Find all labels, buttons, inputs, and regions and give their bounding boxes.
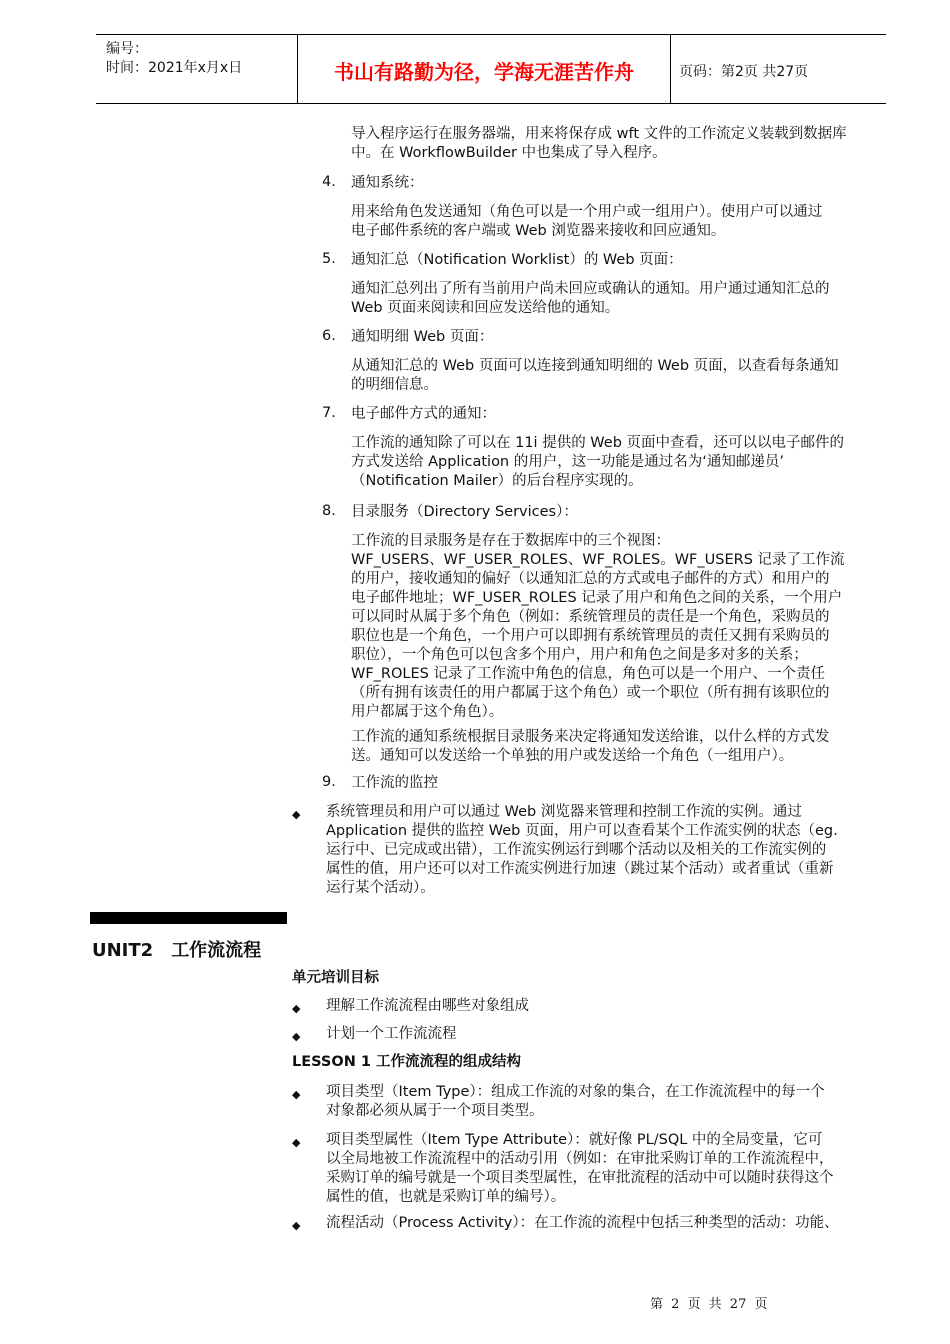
body-line: 可以同时从属于多个角色（例如：系统管理员的责任是一个角色，采购员的 (351, 609, 830, 625)
bullet-icon: ◆ (292, 1219, 301, 1232)
item-number: 8. (322, 503, 336, 519)
body-line: 以全局地被工作流流程中的活动引用（例如：在审批采购订单的工作流流程中， (326, 1151, 834, 1167)
body-line: 系统管理员和用户可以通过 Web 浏览器来管理和控制工作流的实例。通过 (326, 804, 802, 820)
body-line: 的用户，接收通知的偏好（以通知汇总的方式或电子邮件的方式）和用户的 (351, 571, 830, 587)
body-line: 属性的值，用户还可以对工作流实例进行加速（跳过某个活动）或者重试（重新 (326, 861, 834, 877)
item-number: 4. (322, 174, 336, 190)
objective-item: 理解工作流流程由哪些对象组成 (326, 998, 529, 1014)
body-line: 运行某个活动）。 (326, 880, 435, 896)
body-line: （所有拥有该责任的用户都属于这个角色）或一个职位（所有拥有该职位的 (351, 685, 830, 701)
header-page-number: 页码：第2页 共27页 (679, 64, 809, 80)
body-line: 电子邮件系统的客户端或 Web 浏览器来接收和回应通知。 (351, 223, 726, 239)
item-title: 通知汇总（Notification Worklist）的 Web 页面： (351, 252, 683, 268)
body-line: 电子邮件地址；WF_USER_ROLES 记录了用户和角色之间的关系，一个用户 (351, 590, 843, 606)
body-line: 从通知汇总的 Web 页面可以连接到通知明细的 Web 页面，以查看每条通知 (351, 358, 839, 374)
objective-item: 计划一个工作流流程 (326, 1026, 457, 1042)
body-line: WF_ROLES 记录了工作流中角色的信息，角色可以是一个用户、一个责任 (351, 666, 825, 682)
body-line: WF_USERS、WF_USER_ROLES、WF_ROLES。WF_USERS 记录了工作流 (351, 552, 845, 568)
body-line: 送。通知可以发送给一个单独的用户或发送给一个角色（一组用户）。 (351, 748, 794, 764)
item-body (351, 357, 839, 395)
body-line: 职位也是一个角色，一个用户可以即拥有系统管理员的责任又拥有采购员的 (351, 628, 830, 644)
page-footer: 第 2 页 共 27 页 (650, 1297, 768, 1312)
body-line: 用来给角色发送通知（角色可以是一个用户或一组用户）。使用户可以通过 (351, 204, 823, 220)
header-serial: 编号： (106, 41, 148, 57)
lesson-bullet (326, 1083, 825, 1121)
item-body (351, 532, 845, 722)
header-motto: 书山有路勤为径，学海无涯苦作舟 (334, 60, 634, 84)
item-title: 通知系统： (351, 175, 424, 191)
body-line: Web 页面来阅读和回应发送给他的通知。 (351, 300, 620, 316)
item-number: 6. (322, 328, 336, 344)
header-time: 时间：2021年x月x日 (106, 60, 243, 76)
lesson-title: LESSON 1 工作流流程的组成结构 (292, 1054, 522, 1070)
lesson-bullet (326, 1214, 839, 1233)
header-motto-cell (298, 35, 671, 103)
intro-line: 中。在 WorkflowBuilder 中也集成了导入程序。 (351, 145, 667, 161)
unit-code: UNIT2 (92, 940, 154, 961)
item-title: 目录服务（Directory Services）： (351, 504, 578, 520)
header-info-cell (96, 35, 298, 103)
item-title: 工作流的监控 (351, 775, 438, 791)
item-title: 电子邮件方式的通知： (351, 406, 496, 422)
body-line: Application 提供的监控 Web 页面，用户可以查看某个工作流实例的状态（eg. (326, 823, 838, 839)
lesson-bullet (326, 1131, 834, 1207)
body-line: （Notification Mailer）的后台程序实现的。 (351, 473, 643, 489)
body-line: 工作流的目录服务是存在于数据库中的三个视图： (351, 533, 670, 549)
body-line: 职位），一个角色可以包含多个用户，用户和角色之间是多对多的关系； (351, 647, 808, 663)
item-title: 通知明细 Web 页面： (351, 329, 494, 345)
intro-paragraph (351, 125, 847, 163)
body-line: 方式发送给 Application 的用户，这一功能是通过名为‘通知邮递员’ (351, 454, 784, 470)
bullet-icon: ◆ (292, 1088, 301, 1101)
bullet-icon: ◆ (292, 1002, 301, 1015)
item-body (351, 434, 844, 491)
body-line: 采购订单的编号就是一个项目类型属性，在审批流程的活动中可以随时获得这个 (326, 1170, 834, 1186)
body-line: 的明细信息。 (351, 377, 438, 393)
unit-rule (90, 912, 287, 924)
objectives-title: 单元培训目标 (292, 970, 379, 986)
item-number: 5. (322, 251, 336, 267)
body-line: 工作流的通知除了可以在 11i 提供的 Web 页面中查看，还可以以电子邮件的 (351, 435, 845, 451)
body-line: 运行中、已完成或出错），工作流实例运行到哪个活动以及相关的工作流实例的 (326, 842, 827, 858)
body-line: 通知汇总列出了所有当前用户尚未回应或确认的通知。用户通过通知汇总的 (351, 281, 830, 297)
item-number: 9. (322, 774, 336, 790)
body-line: 项目类型（Item Type）：组成工作流的对象的集合，在工作流流程中的每一个 (326, 1084, 825, 1100)
body-line: 流程活动（Process Activity）：在工作流的流程中包括三种类型的活动：功能、 (326, 1215, 839, 1231)
intro-line: 导入程序运行在服务器端，用来将保存成 wft 文件的工作流定义装载到数据库 (351, 126, 847, 142)
body-line: 工作流的通知系统根据目录服务来决定将通知发送给谁，以什么样的方式发 (351, 729, 830, 745)
body-line: 对象都必须从属于一个项目类型。 (326, 1103, 544, 1119)
body-line: 用户都属于这个角色）。 (351, 704, 504, 720)
item-body-extra (351, 728, 830, 766)
body-line: 项目类型属性（Item Type Attribute）：就好像 PL/SQL 中的全局变量，它可 (326, 1132, 823, 1148)
bullet-icon: ◆ (292, 1136, 301, 1149)
header-page-cell (671, 35, 886, 103)
body-line: 属性的值，也就是采购订单的编号）。 (326, 1189, 566, 1205)
unit-name: 工作流流程 (171, 940, 262, 961)
page-header (96, 34, 886, 104)
bullet-icon: ◆ (292, 808, 301, 821)
item-body (351, 280, 830, 318)
unit-heading (92, 936, 261, 962)
bullet-icon: ◆ (292, 1030, 301, 1043)
item-number: 7. (322, 405, 336, 421)
monitor-paragraph (326, 803, 838, 898)
item-body (351, 203, 822, 241)
